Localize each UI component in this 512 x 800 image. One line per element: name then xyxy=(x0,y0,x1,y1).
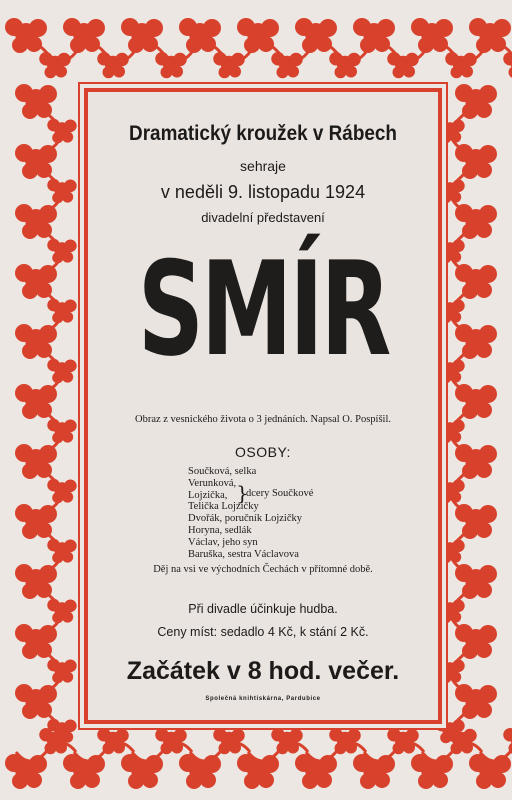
ticket-prices: Ceny míst: sedadlo 4 Kč, k stání 2 Kč. xyxy=(157,625,369,639)
event-type: divadelní představení xyxy=(201,210,325,225)
cast-member: Lojzička, xyxy=(188,489,228,501)
cast-member: Horyna, sedlák xyxy=(188,524,252,536)
play-subtitle: Obraz z vesnického života o 3 jednáních. Napsal O. Pospíšil. xyxy=(134,414,392,425)
play-title: SMÍR xyxy=(137,233,389,385)
cast-member: Václav, jeho syn xyxy=(188,536,258,548)
cast-member: Součková, selka xyxy=(188,466,257,477)
performs-line: sehraje xyxy=(240,158,286,174)
cast-group-label: dcery Součkové xyxy=(246,488,314,499)
organizer-heading: Dramatický kroužek v Rábech xyxy=(129,122,397,145)
printer-credit: Společná knihtiskárna, Pardubice xyxy=(205,696,321,702)
cast-member: Dvořák, poručník Lojzičky xyxy=(188,513,303,525)
cast-member: Verunková, xyxy=(188,477,237,489)
poster-content-panel xyxy=(84,88,442,724)
cast-member: Telička Lojzičky xyxy=(188,501,259,513)
start-time: Začátek v 8 hod. večer. xyxy=(126,657,400,685)
play-setting: Děj na vsi ve východních Čechách v přítomné době. xyxy=(153,564,373,575)
music-note: Při divadle účinkuje hudba. xyxy=(188,602,338,616)
cast-heading: OSOBY: xyxy=(235,444,291,460)
performance-date: v neděli 9. listopadu 1924 xyxy=(160,182,366,202)
cast-group-brace: } xyxy=(236,481,249,505)
cast-member: Baruška, sestra Václavova xyxy=(188,548,299,560)
